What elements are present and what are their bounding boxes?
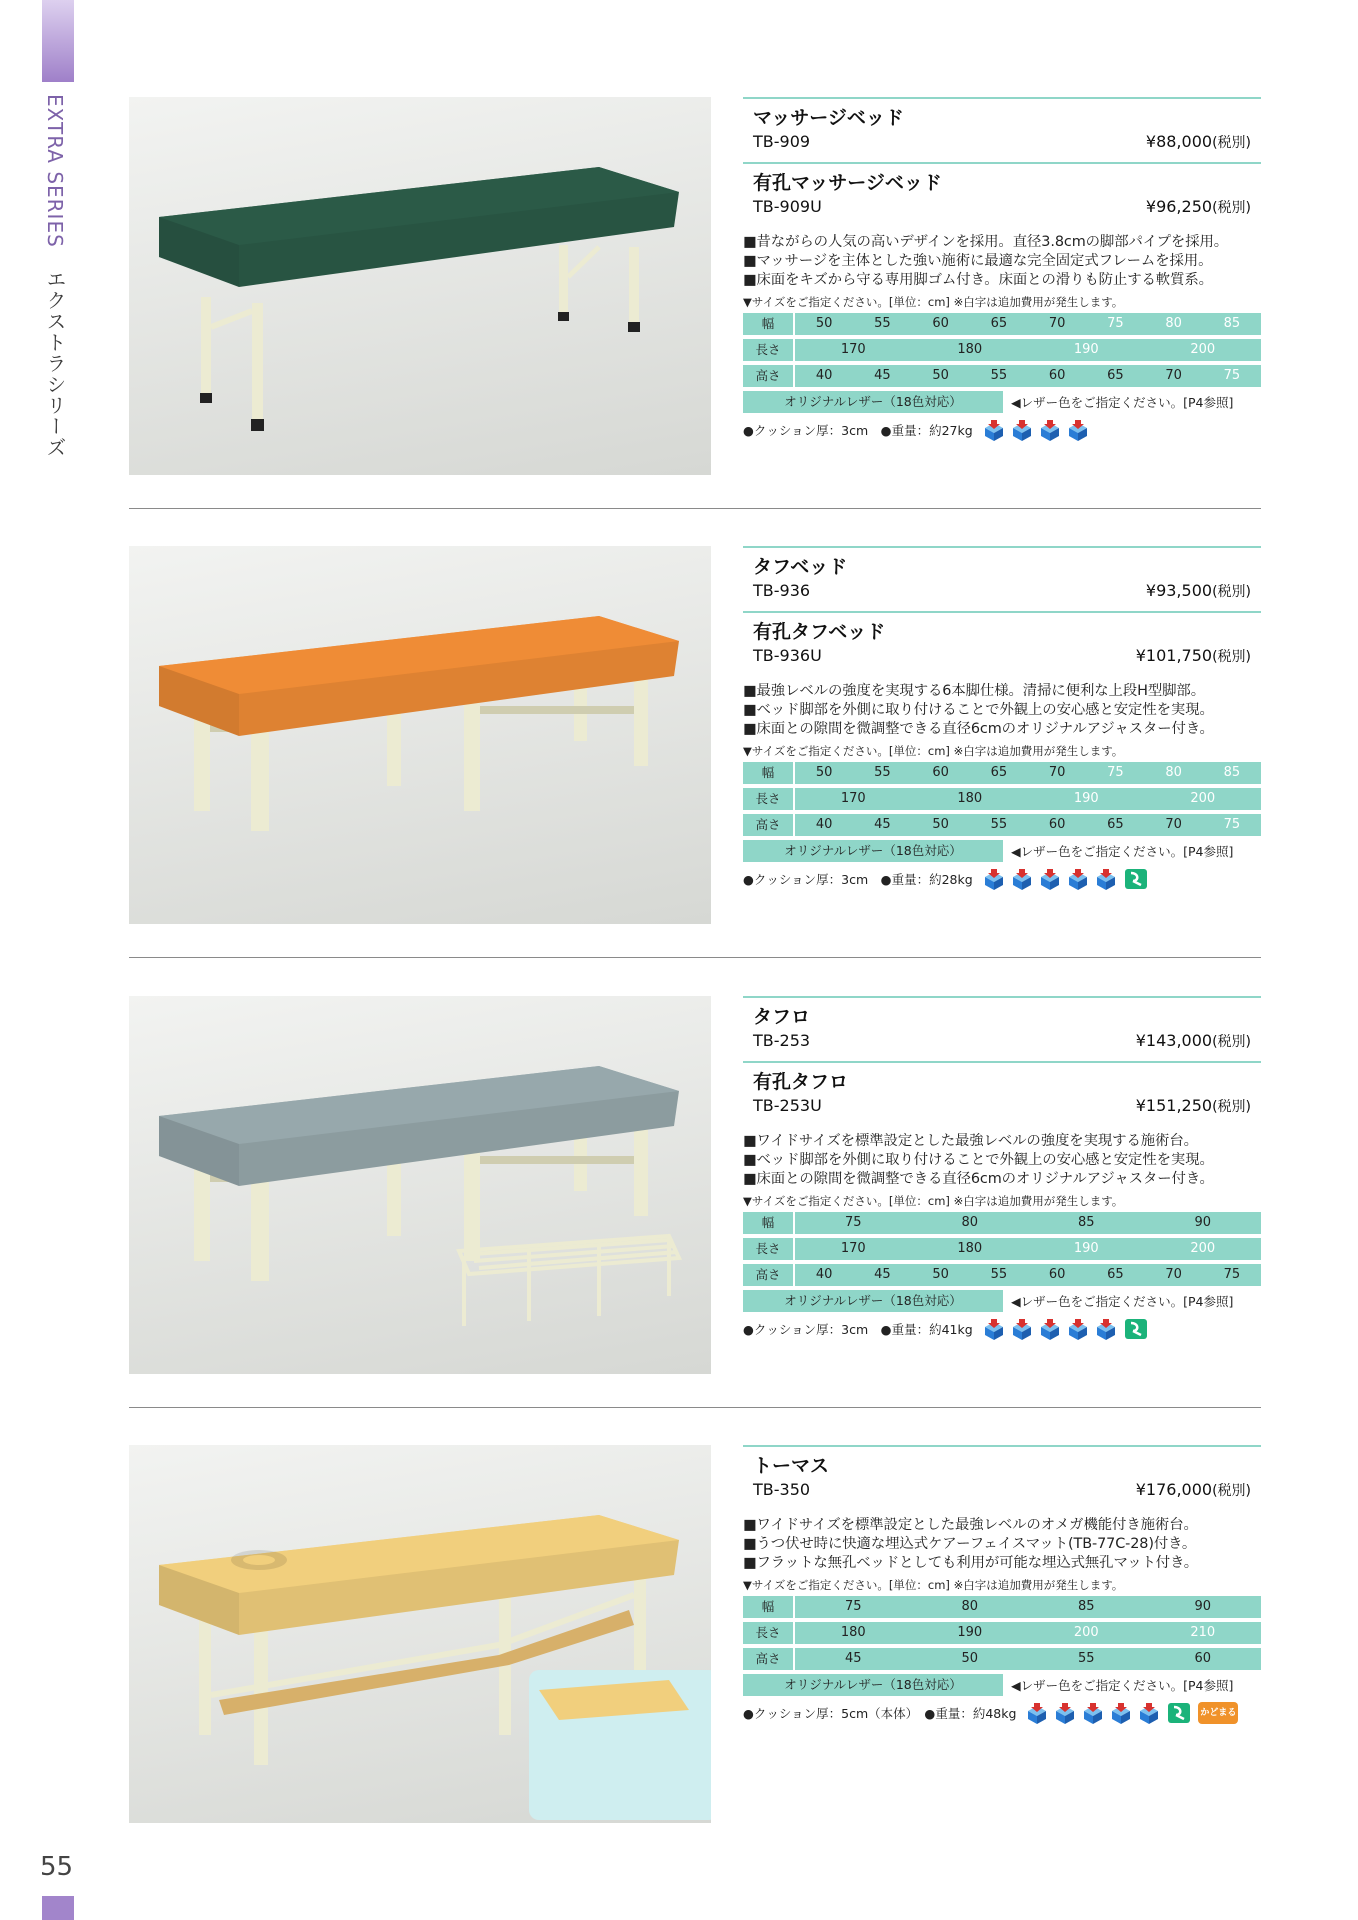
hook-icon [1166,1701,1192,1725]
delivery-cube-icon [1037,867,1063,891]
size-option[interactable]: 40 [815,368,833,383]
price-amount: ¥88,000 [1145,132,1213,151]
delivery-cube-icon [1037,418,1063,442]
size-option[interactable]: 40 [815,817,833,832]
section-separator [129,957,1261,958]
spec-text: ●クッション厚：3cm ●重量：約41kg [743,1322,973,1337]
leather-badge[interactable]: オリジナルレザー（18色対応） [743,840,1003,862]
product-photo [129,1445,711,1823]
size-option[interactable]: 70 [1165,817,1182,832]
spec-text: ●クッション厚：5cm（本体） ●重量：約48kg [743,1706,1017,1721]
size-option[interactable]: 65 [990,765,1008,780]
leather-note: ◀レザー色をご指定ください。[P4参照] [1011,1294,1234,1309]
product-code: TB-909U [753,197,822,216]
leather-note: ◀レザー色をご指定ください。[P4参照] [1011,395,1234,410]
size-option[interactable]: 85 [1223,316,1241,331]
delivery-cube-icon [981,1317,1007,1341]
size-option[interactable]: 60 [1048,368,1066,383]
size-table [743,1212,1261,1286]
product-card [129,1445,1261,1895]
size-option[interactable]: 90 [1194,1599,1212,1614]
spec-text: ●クッション厚：3cm ●重量：約28kg [743,872,973,887]
size-option[interactable]: 70 [1048,765,1066,780]
size-table [743,762,1261,836]
price-amount: ¥151,250 [1135,1096,1213,1115]
size-option[interactable]: 80 [961,1215,979,1230]
sidebar-accent-bar-top [42,0,74,82]
tax-label: (税別) [1212,135,1251,151]
size-row-label: 幅 [743,313,795,335]
delivery-cube-icon [1052,1701,1078,1725]
feature-icons [981,418,1091,442]
product-card [129,996,1261,1446]
size-option[interactable]: 50 [815,316,833,331]
bed-illustration [129,996,711,1374]
leather-row [743,1674,1261,1696]
size-row-values [795,1596,1261,1618]
size-row [743,1212,1261,1234]
size-option[interactable]: 50 [815,765,833,780]
bed-illustration [129,546,711,924]
size-row [743,1264,1261,1286]
size-option[interactable]: 190 [1073,1241,1099,1256]
description-line: ■床面との隙間を微調整できる直径6cmのオリジナルアジャスター付き。 [743,721,1214,737]
size-option[interactable]: 180 [957,791,983,806]
size-row-values [795,1238,1261,1260]
tax-label: (税別) [1212,649,1251,665]
description-line: ■フラットな無孔ベッドとしても利用が可能な埋込式無孔マット付き。 [743,1555,1199,1571]
size-option[interactable]: 200 [1190,342,1216,357]
size-row-label: 高さ [743,365,795,387]
rounded-corner-tag-icon [1198,1702,1238,1724]
size-row [743,788,1261,810]
product-description [743,1132,1261,1189]
product-photo [129,97,711,475]
size-row-label: 長さ [743,788,795,810]
product-card [129,546,1261,996]
size-option[interactable]: 190 [957,1625,983,1640]
size-option[interactable]: 85 [1077,1599,1095,1614]
size-row [743,1238,1261,1260]
spec-row [743,867,1261,891]
size-row-label: 幅 [743,1212,795,1234]
size-option[interactable]: 170 [840,1241,866,1256]
size-option[interactable]: 90 [1194,1215,1212,1230]
delivery-cube-icon [981,418,1007,442]
delivery-cube-icon [1093,1317,1119,1341]
product-price [1146,581,1251,601]
product-price [1136,1096,1251,1116]
description-line: ■床面との隙間を微調整できる直径6cmのオリジナルアジャスター付き。 [743,1171,1214,1187]
series-label [41,94,70,458]
delivery-cube-icon [1009,1317,1035,1341]
delivery-cube-icon [1080,1701,1106,1725]
description-line: ■マッサージを主体とした強い施術に最適な完全固定式フレームを採用。 [743,253,1213,269]
size-option[interactable]: 75 [844,1215,862,1230]
size-option[interactable]: 75 [1107,316,1124,331]
product-code: TB-909 [753,132,811,151]
size-row [743,1648,1261,1670]
size-note: ▼サイズをご指定ください。[単位：cm] ※白字は追加費用が発生します。 [743,744,1124,758]
description-line: ■ベッド脚部を外側に取り付けることで外観上の安心感と安定性を実現。 [743,1152,1214,1168]
size-option[interactable]: 170 [840,342,866,357]
product-name-block [743,548,1261,611]
price-amount: ¥93,500 [1145,581,1213,600]
size-option[interactable]: 75 [1107,765,1124,780]
delivery-cube-icon [1024,1701,1050,1725]
hook-icon [1123,1317,1149,1341]
feature-icons [1024,1701,1238,1725]
page-number: 55 [40,1852,74,1882]
delivery-cube-icon [1065,1317,1091,1341]
size-row-label: 長さ [743,339,795,361]
size-option[interactable]: 70 [1165,368,1182,383]
size-option[interactable]: 55 [874,316,891,331]
product-code: TB-253U [753,1096,822,1115]
size-option[interactable]: 50 [932,817,949,832]
feature-icons [981,867,1149,891]
size-row-values [795,1264,1261,1286]
size-row-label: 高さ [743,1648,795,1670]
bed-illustration [129,97,711,475]
size-row-values [795,1212,1261,1234]
size-table [743,313,1261,387]
size-table [743,1596,1261,1670]
delivery-cube-icon [1009,418,1035,442]
product-name-block [743,99,1261,162]
product-price [1136,1480,1251,1500]
size-option[interactable]: 65 [1107,368,1124,383]
product-name: マッサージベッド [753,107,904,129]
description-line: ■昔ながらの人気の高いデザインを採用。直径3.8cmの脚部パイプを採用。 [743,234,1229,250]
size-note: ▼サイズをご指定ください。[単位：cm] ※白字は追加費用が発生します。 [743,1194,1124,1208]
size-option[interactable]: 55 [990,817,1008,832]
spec-row [743,1317,1261,1341]
section-separator [129,1407,1261,1408]
delivery-cube-icon [1136,1701,1162,1725]
description-line: ■ベッド脚部を外側に取り付けることで外観上の安心感と安定性を実現。 [743,702,1214,718]
size-option[interactable]: 50 [961,1651,979,1666]
size-option[interactable]: 210 [1190,1625,1216,1640]
size-option[interactable]: 180 [957,1241,983,1256]
size-option[interactable]: 75 [1223,368,1241,383]
size-option[interactable]: 45 [874,1267,891,1282]
size-option[interactable]: 75 [1223,817,1241,832]
size-note: ▼サイズをご指定ください。[単位：cm] ※白字は追加費用が発生します。 [743,1578,1124,1592]
product-name-block [743,998,1261,1061]
product-card [129,97,1261,547]
spec-text: ●クッション厚：3cm ●重量：約27kg [743,423,973,438]
size-option[interactable]: 60 [1194,1651,1212,1666]
product-name-block [743,1447,1261,1510]
tag-icon-label: かどまる [1200,1708,1237,1718]
delivery-cube-icon [1093,867,1119,891]
size-option[interactable]: 60 [1048,1267,1066,1282]
size-option[interactable]: 60 [932,316,949,331]
size-row [743,365,1261,387]
tax-label: (税別) [1212,1099,1251,1115]
size-option[interactable]: 80 [961,1599,979,1614]
product-name: トーマス [753,1455,830,1477]
size-option[interactable]: 80 [1165,765,1182,780]
feature-icons [981,1317,1149,1341]
delivery-cube-icon [1065,418,1091,442]
size-option[interactable]: 45 [844,1651,862,1666]
leather-note: ◀レザー色をご指定ください。[P4参照] [1011,844,1234,859]
size-option[interactable]: 65 [990,316,1008,331]
size-option[interactable]: 180 [957,342,983,357]
size-option[interactable]: 200 [1190,1241,1216,1256]
size-row-label: 長さ [743,1238,795,1260]
size-option[interactable]: 55 [874,765,891,780]
delivery-cube-icon [1108,1701,1134,1725]
leather-note: ◀レザー色をご指定ください。[P4参照] [1011,1678,1234,1693]
size-row [743,313,1261,335]
product-description [743,1516,1261,1573]
size-row-label: 幅 [743,1596,795,1618]
size-option[interactable]: 200 [1190,791,1216,806]
price-amount: ¥96,250 [1145,197,1213,216]
size-option[interactable]: 180 [840,1625,866,1640]
product-info [743,97,1261,442]
size-option[interactable]: 85 [1077,1215,1095,1230]
bed-illustration [129,1445,711,1823]
size-row [743,1622,1261,1644]
description-line: ■最強レベルの強度を実現する6本脚仕様。清掃に便利な上段H型脚部。 [743,683,1205,699]
product-name-block [743,1063,1261,1126]
size-row [743,339,1261,361]
size-row-values [795,814,1261,836]
description-line: ■ワイドサイズを標準設定とした最強レベルのオメガ機能付き施術台。 [743,1517,1198,1533]
price-amount: ¥101,750 [1135,646,1213,665]
sidebar-accent-bar-bottom [42,1896,74,1920]
size-row-label: 高さ [743,1264,795,1286]
product-name: 有孔マッサージベッド [753,172,942,194]
size-row-values [795,339,1261,361]
size-row [743,814,1261,836]
product-description [743,682,1261,739]
tax-label: (税別) [1212,584,1251,600]
size-option[interactable]: 85 [1223,765,1241,780]
description-line: ■床面をキズから守る専用脚ゴム付き。床面との滑りも防止する軟質系。 [743,272,1213,288]
product-code: TB-936 [753,581,811,600]
delivery-cube-icon [1009,867,1035,891]
leather-row [743,840,1261,862]
product-info [743,1445,1261,1725]
size-option[interactable]: 55 [990,368,1008,383]
product-price [1136,1031,1251,1051]
size-row-values [795,1648,1261,1670]
size-option[interactable]: 50 [932,368,949,383]
leather-badge[interactable]: オリジナルレザー（18色対応） [743,1290,1003,1312]
section-separator [129,508,1261,509]
size-option[interactable]: 190 [1073,791,1099,806]
size-option[interactable]: 50 [932,1267,949,1282]
leather-row [743,391,1261,413]
size-row-label: 高さ [743,814,795,836]
size-option[interactable]: 45 [874,817,891,832]
leather-badge[interactable]: オリジナルレザー（18色対応） [743,391,1003,413]
price-amount: ¥176,000 [1135,1480,1213,1499]
product-code: TB-350 [753,1480,811,1499]
product-name: 有孔タフロ [753,1071,849,1093]
size-option[interactable]: 65 [1107,1267,1124,1282]
product-photo [129,546,711,924]
product-name: 有孔タフベッド [753,621,886,643]
size-option[interactable]: 190 [1073,342,1099,357]
product-description [743,233,1261,290]
size-row-values [795,788,1261,810]
product-code: TB-936U [753,646,822,665]
size-option[interactable]: 75 [1223,1267,1241,1282]
product-name: タフベッド [753,556,848,578]
series-label-jp: エクストラシリーズ [43,269,67,459]
product-photo [129,996,711,1374]
product-name-block [743,164,1261,227]
size-row-values [795,365,1261,387]
size-row [743,762,1261,784]
size-option[interactable]: 200 [1073,1625,1099,1640]
delivery-cube-icon [981,867,1007,891]
size-option[interactable]: 70 [1048,316,1066,331]
tax-label: (税別) [1212,1034,1251,1050]
size-row-values [795,1622,1261,1644]
product-price [1136,646,1251,666]
spec-row [743,1701,1261,1725]
description-line: ■うつ伏せ時に快適な埋込式ケアーフェイスマット(TB-77C-28)付き。 [743,1536,1197,1552]
size-option[interactable]: 65 [1107,817,1124,832]
size-option[interactable]: 40 [815,1267,833,1282]
leather-row [743,1290,1261,1312]
size-row-label: 長さ [743,1622,795,1644]
product-code: TB-253 [753,1031,811,1050]
delivery-cube-icon [1037,1317,1063,1341]
description-line: ■ワイドサイズを標準設定とした最強レベルの強度を実現する施術台。 [743,1133,1198,1149]
spec-row [743,418,1261,442]
size-option[interactable]: 70 [1165,1267,1182,1282]
tax-label: (税別) [1212,1483,1251,1499]
hook-icon [1123,867,1149,891]
product-info [743,996,1261,1341]
series-label-en: EXTRA SERIES [43,94,67,248]
size-row-values [795,762,1261,784]
size-row-label: 幅 [743,762,795,784]
size-option[interactable]: 60 [1048,817,1066,832]
size-option[interactable]: 75 [844,1599,862,1614]
product-name: タフロ [753,1006,811,1028]
size-option[interactable]: 55 [1077,1651,1095,1666]
size-option[interactable]: 55 [990,1267,1008,1282]
leather-badge[interactable]: オリジナルレザー（18色対応） [743,1674,1003,1696]
product-info [743,546,1261,891]
product-name-block [743,613,1261,676]
size-row [743,1596,1261,1618]
size-option[interactable]: 60 [932,765,949,780]
product-price [1146,197,1251,217]
size-option[interactable]: 170 [840,791,866,806]
delivery-cube-icon [1065,867,1091,891]
size-row-values [795,313,1261,335]
tax-label: (税別) [1212,200,1251,216]
size-note: ▼サイズをご指定ください。[単位：cm] ※白字は追加費用が発生します。 [743,295,1124,309]
price-amount: ¥143,000 [1135,1031,1213,1050]
size-option[interactable]: 80 [1165,316,1182,331]
product-price [1146,132,1251,152]
size-option[interactable]: 45 [874,368,891,383]
